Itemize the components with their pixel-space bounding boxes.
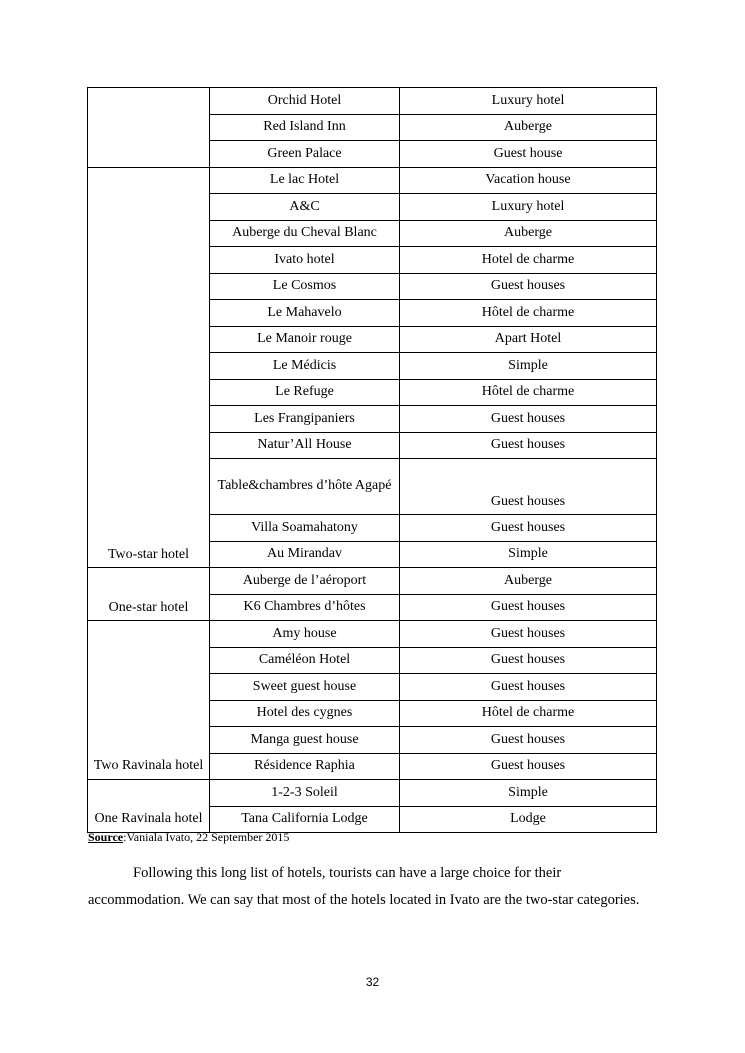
hotel-type: Hôtel de charme: [400, 700, 657, 727]
body-paragraph: [88, 860, 658, 913]
table-row: [88, 568, 657, 595]
category-two-ravinala: Two Ravinala hotel: [88, 621, 210, 780]
category-one-star: One-star hotel: [88, 568, 210, 621]
hotel-name: Sweet guest house: [210, 674, 400, 701]
hotel-name: Natur’All House: [210, 432, 400, 459]
hotel-name: Villa Soamahatony: [210, 515, 400, 542]
hotel-name: Caméléon Hotel: [210, 647, 400, 674]
hotel-type: Vacation house: [400, 167, 657, 194]
hotel-name: Le Refuge: [210, 379, 400, 406]
hotel-type: Guest houses: [400, 727, 657, 754]
hotel-type: Hotel de charme: [400, 247, 657, 274]
table-row: [88, 780, 657, 807]
table-source: [88, 830, 289, 845]
hotel-type: Guest houses: [400, 674, 657, 701]
paragraph-text: Following this long list of hotels, tourists can have a large choice for their accommodation. We can say that most of the hotels located in Ivato are the two-star categories.: [88, 865, 640, 908]
hotel-type: Guest houses: [400, 273, 657, 300]
hotel-name: Au Mirandav: [210, 541, 400, 568]
hotel-type: Guest houses: [400, 594, 657, 621]
hotel-type: Guest houses: [400, 459, 657, 515]
hotel-name: Ivato hotel: [210, 247, 400, 274]
hotel-name: Les Frangipaniers: [210, 406, 400, 433]
hotel-type: Guest houses: [400, 515, 657, 542]
hotel-type: Simple: [400, 541, 657, 568]
hotel-type: Guest houses: [400, 753, 657, 780]
source-label: Source: [88, 830, 124, 844]
hotel-name: Tana California Lodge: [210, 806, 400, 833]
hotel-name: 1-2-3 Soleil: [210, 780, 400, 807]
hotel-type: Simple: [400, 780, 657, 807]
hotel-type: Apart Hotel: [400, 326, 657, 353]
hotel-type: Auberge: [400, 220, 657, 247]
hotel-type: Simple: [400, 353, 657, 380]
hotel-type: Auberge: [400, 568, 657, 595]
hotel-name: Le Médicis: [210, 353, 400, 380]
source-text: :Vaniala Ivato, 22 September 2015: [123, 830, 290, 844]
hotel-name: Manga guest house: [210, 727, 400, 754]
hotel-name: Résidence Raphia: [210, 753, 400, 780]
hotel-name: Le Cosmos: [210, 273, 400, 300]
hotel-type: Auberge: [400, 114, 657, 141]
category-two-star: Two-star hotel: [88, 167, 210, 568]
hotel-name: Orchid Hotel: [210, 88, 400, 115]
table-row: [88, 88, 657, 115]
hotel-name: Le Manoir rouge: [210, 326, 400, 353]
table-row: [88, 621, 657, 648]
hotel-type: Luxury hotel: [400, 88, 657, 115]
category-cell-empty: [88, 88, 210, 168]
hotel-name: Le lac Hotel: [210, 167, 400, 194]
hotel-name: Green Palace: [210, 141, 400, 168]
hotel-name: K6 Chambres d’hôtes: [210, 594, 400, 621]
hotel-name: Amy house: [210, 621, 400, 648]
page-number: 32: [365, 975, 380, 989]
hotel-name: Le Mahavelo: [210, 300, 400, 327]
hotel-name: A&C: [210, 194, 400, 221]
hotel-name: Auberge du Cheval Blanc: [210, 220, 400, 247]
hotel-type: Guest houses: [400, 647, 657, 674]
table-row: [88, 167, 657, 194]
hotel-type: Guest houses: [400, 621, 657, 648]
hotel-type: Lodge: [400, 806, 657, 833]
hotel-type: Hôtel de charme: [400, 379, 657, 406]
hotel-type: Guest houses: [400, 406, 657, 433]
hotel-type: Luxury hotel: [400, 194, 657, 221]
hotel-table: [87, 87, 657, 833]
hotel-name: Hotel des cygnes: [210, 700, 400, 727]
hotel-name: Red Island Inn: [210, 114, 400, 141]
hotel-type: Hôtel de charme: [400, 300, 657, 327]
hotel-type: Guest houses: [400, 432, 657, 459]
hotel-name: Auberge de l’aéroport: [210, 568, 400, 595]
category-one-ravinala: One Ravinala hotel: [88, 780, 210, 833]
hotel-type: Guest house: [400, 141, 657, 168]
hotel-name: Table&chambres d’hôte Agapé: [210, 459, 400, 515]
